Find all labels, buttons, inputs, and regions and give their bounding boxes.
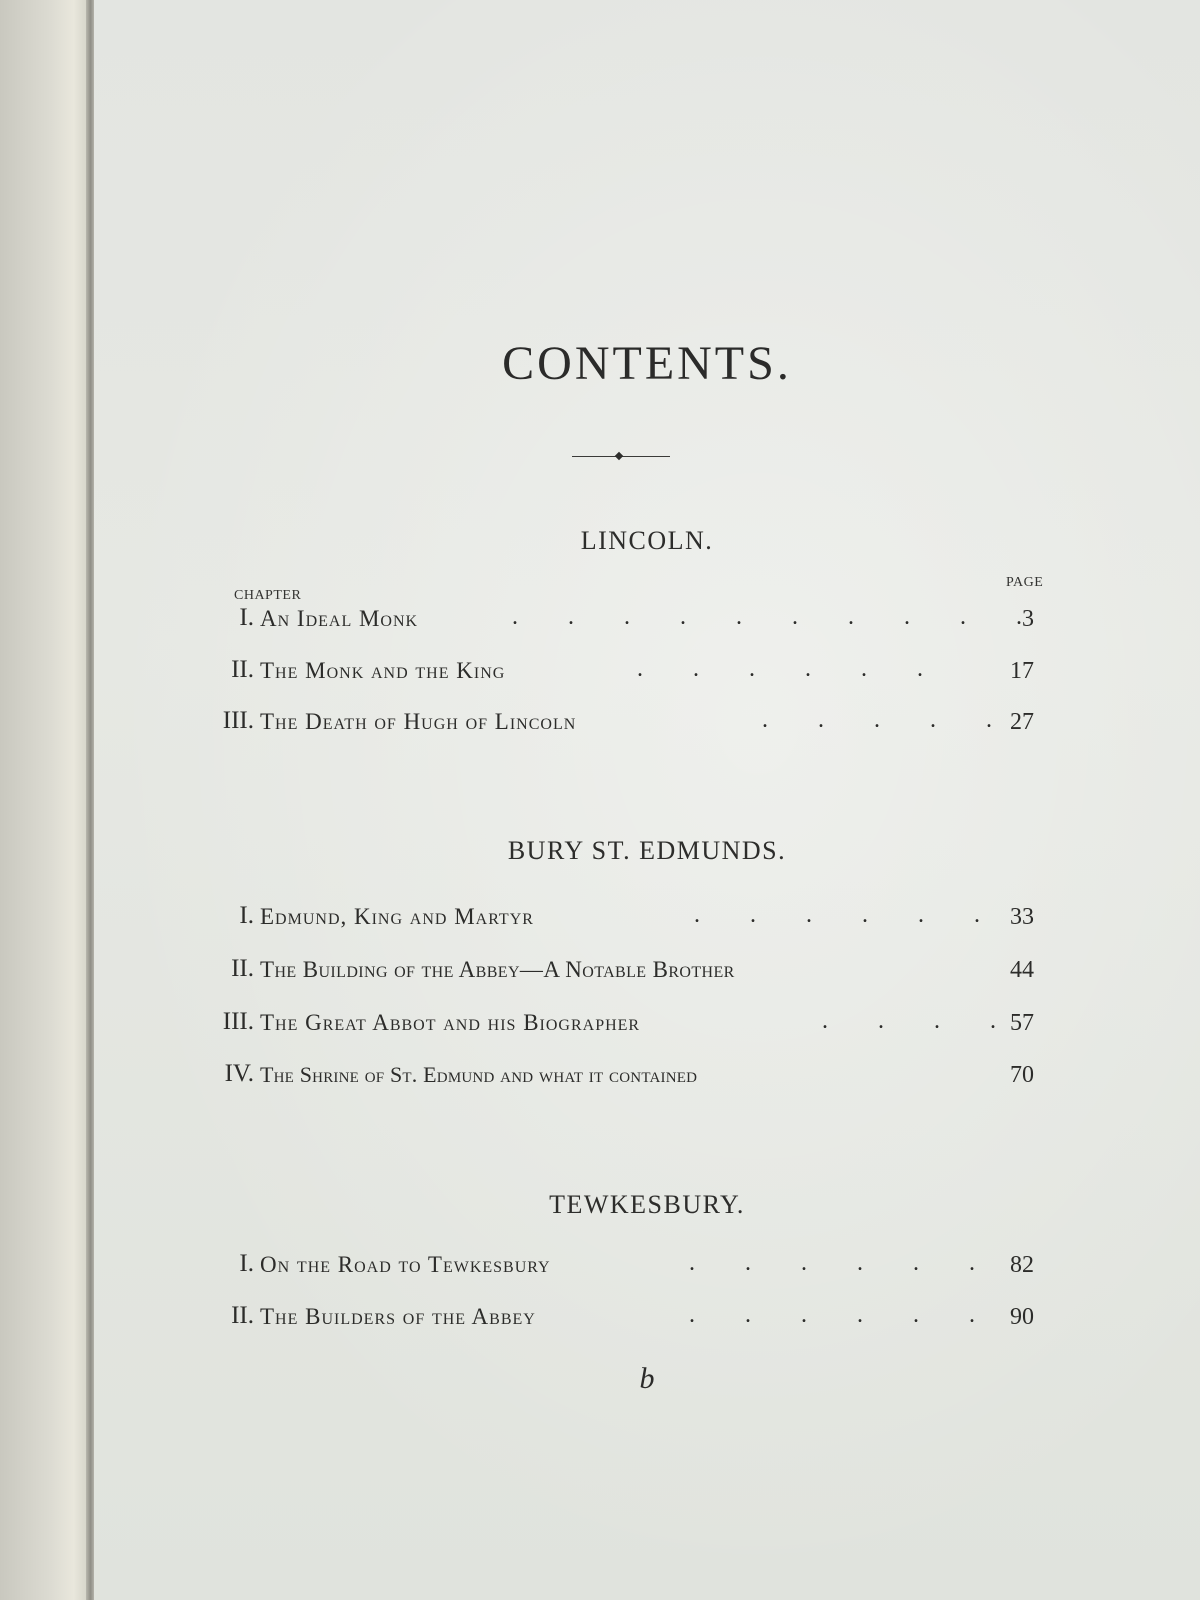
toc-entry[interactable]	[194, 656, 1074, 692]
page-number: 33	[1010, 904, 1034, 930]
chapter-title: The Shrine of St. Edmund and what it contained	[260, 1062, 698, 1087]
chapter-title: The Monk and the King	[260, 658, 506, 683]
page-number: 27	[1010, 709, 1034, 735]
section-heading-bury-st-edmunds: BURY ST. EDMUNDS.	[507, 836, 787, 865]
toc-entry[interactable]	[194, 707, 1074, 743]
chapter-number: III.	[222, 707, 254, 734]
contents-title: CONTENTS.	[502, 337, 792, 390]
dot-leaders: . . . . . . . . . .	[512, 604, 1022, 630]
dot-leaders: . . . . . .	[689, 1250, 975, 1276]
page-number: 82	[1010, 1252, 1034, 1278]
chapter-title: An Ideal Monk	[260, 606, 419, 631]
section-heading-lincoln: LINCOLN.	[580, 526, 714, 555]
dot-leaders: . . . . .	[762, 707, 992, 733]
toc-entry[interactable]	[194, 1302, 1074, 1338]
section-heading-tewkesbury: TEWKESBURY.	[549, 1190, 745, 1219]
chapter-column-label: CHAPTER	[234, 588, 302, 603]
chapter-title: The Builders of the Abbey	[260, 1304, 536, 1329]
toc-entry[interactable]	[194, 1008, 1074, 1044]
chapter-number: III.	[222, 1008, 254, 1035]
chapter-title: On the Road to Tewkesbury	[260, 1252, 551, 1277]
page-number: 3	[1022, 606, 1034, 632]
dot-leaders: . . . . . .	[637, 656, 923, 682]
chapter-number: II.	[231, 656, 254, 683]
page-number: 90	[1010, 1304, 1034, 1330]
toc-entry[interactable]	[194, 1250, 1074, 1286]
toc-entry[interactable]	[194, 604, 1074, 640]
signature-mark: b	[639, 1362, 655, 1395]
chapter-title: The Death of Hugh of Lincoln	[260, 709, 577, 734]
contents-page	[94, 0, 1200, 1600]
chapter-number: I.	[239, 1250, 254, 1277]
page-number: 17	[1010, 658, 1034, 684]
toc-entry[interactable]	[194, 955, 1074, 991]
chapter-number: I.	[239, 902, 254, 929]
chapter-number: II.	[231, 955, 254, 982]
chapter-title: The Great Abbot and his Biographer	[260, 1010, 641, 1035]
page-number: 70	[1010, 1062, 1034, 1088]
page-number: 44	[1010, 957, 1034, 983]
ornament-diamond-icon	[615, 452, 623, 460]
page-column-label: PAGE	[1006, 575, 1044, 590]
title-ornament	[572, 452, 670, 462]
toc-entry[interactable]	[194, 1060, 1074, 1096]
dot-leaders: . . . . . .	[689, 1302, 975, 1328]
page-number: 57	[1010, 1010, 1034, 1036]
facing-page-edge	[0, 0, 92, 1600]
chapter-title: Edmund, King and Martyr	[260, 904, 534, 929]
chapter-number: I.	[239, 604, 254, 631]
chapter-number: II.	[231, 1302, 254, 1329]
chapter-title: The Building of the Abbey—A Notable Brother	[260, 957, 735, 982]
dot-leaders: . . . .	[822, 1008, 996, 1034]
chapter-number: IV.	[224, 1060, 254, 1087]
dot-leaders: . . . . . .	[694, 902, 980, 928]
toc-entry[interactable]	[194, 902, 1074, 938]
